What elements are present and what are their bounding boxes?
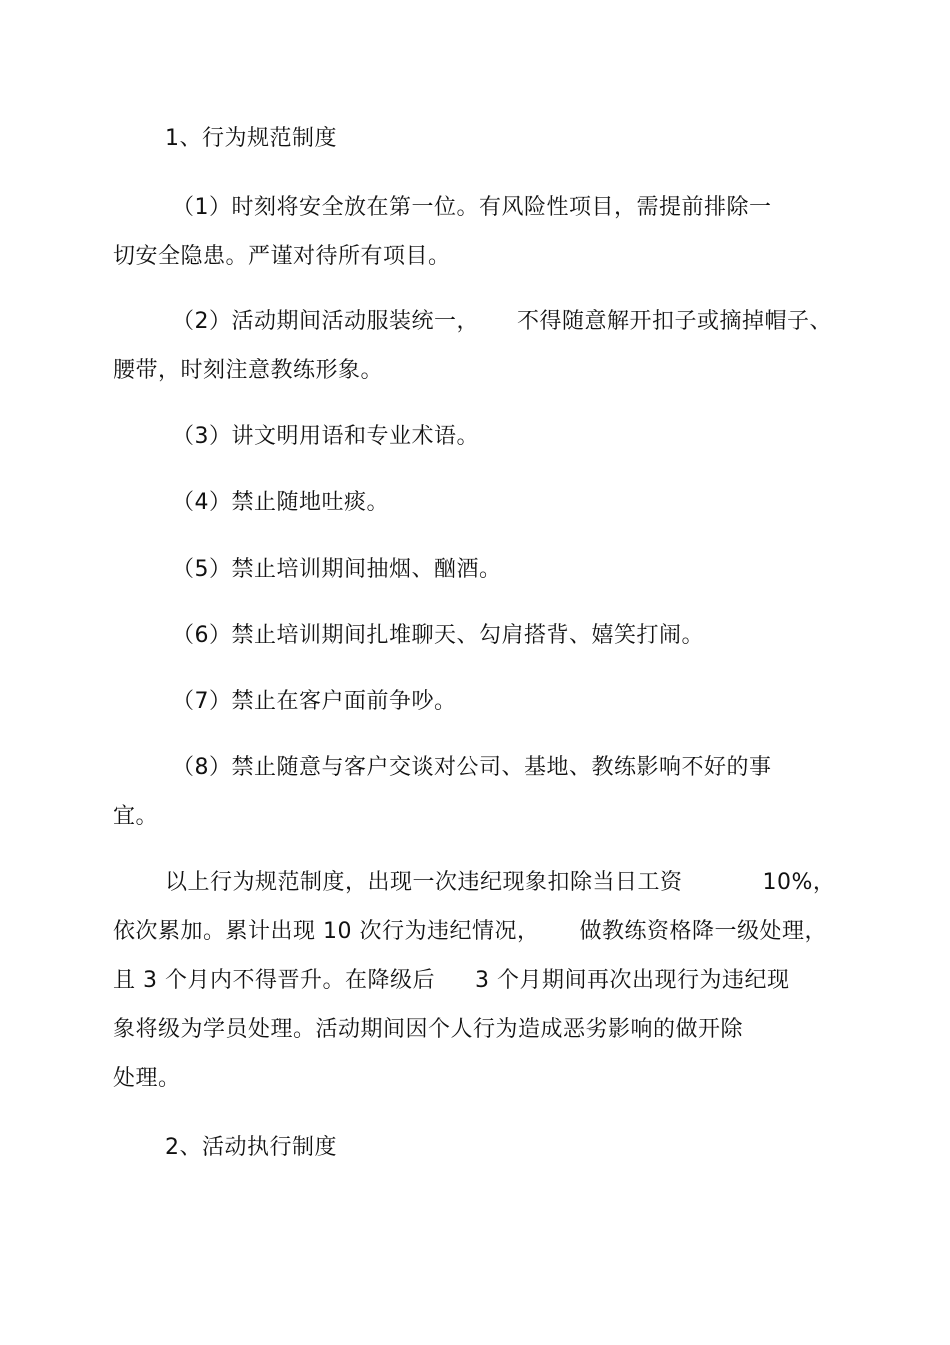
section-heading: 1、行为规范制度 xyxy=(165,126,337,151)
rule-4: （4）禁止随地吐痰。 xyxy=(172,490,389,515)
penalty-line-3-part-b: 3 个月期间再次出现行为违纪现 xyxy=(474,968,790,993)
penalty-line-3-part-a: 且 3 个月内不得晋升。在降级后 xyxy=(113,968,435,993)
rule-1-line-2: 切安全隐患。严谨对待所有项目。 xyxy=(113,244,451,269)
penalty-line-1-part-a: 以上行为规范制度，出现一次违纪现象扣除当日工资 xyxy=(165,870,683,895)
rule-7: （7）禁止在客户面前争吵。 xyxy=(172,689,457,714)
rule-8-line-1: （8）禁止随意与客户交谈对公司、基地、教练影响不好的事 xyxy=(172,755,772,780)
section-heading: 2、活动执行制度 xyxy=(165,1135,337,1160)
penalty-line-2-part-a: 依次累加。累计出现 xyxy=(113,919,316,944)
penalty-line-1 xyxy=(165,868,835,898)
penalty-line-2 xyxy=(113,917,827,947)
penalty-line-2-part-b: 10 次行为违纪情况， xyxy=(323,919,540,944)
penalty-line-4: 象将级为学员处理。活动期间因个人行为造成恶劣影响的做开除 xyxy=(113,1017,744,1042)
rule-6: （6）禁止培训期间扎堆聊天、勾肩搭背、嬉笑打闹。 xyxy=(172,623,704,648)
rule-2-line-2: 腰带，时刻注意教练形象。 xyxy=(113,358,384,383)
rule-2-line-1 xyxy=(172,307,832,337)
rule-1-line-1: （1）时刻将安全放在第一位。有风险性项目，需提前排除一 xyxy=(172,195,772,220)
penalty-percentage: 10%， xyxy=(762,870,836,895)
rule-3: （3）讲文明用语和专业术语。 xyxy=(172,424,479,449)
penalty-line-3 xyxy=(113,966,789,996)
rule-2-line-1-part-b: 不得随意解开扣子或摘掉帽子、 xyxy=(517,309,833,334)
penalty-line-5: 处理。 xyxy=(113,1066,181,1091)
rule-2-line-1-part-a: （2）活动期间活动服装统一， xyxy=(172,309,479,334)
penalty-line-2-part-c: 做教练资格降一级处理， xyxy=(579,919,828,944)
rule-8-line-2: 宜。 xyxy=(113,804,159,829)
rule-5: （5）禁止培训期间抽烟、酗酒。 xyxy=(172,557,502,582)
